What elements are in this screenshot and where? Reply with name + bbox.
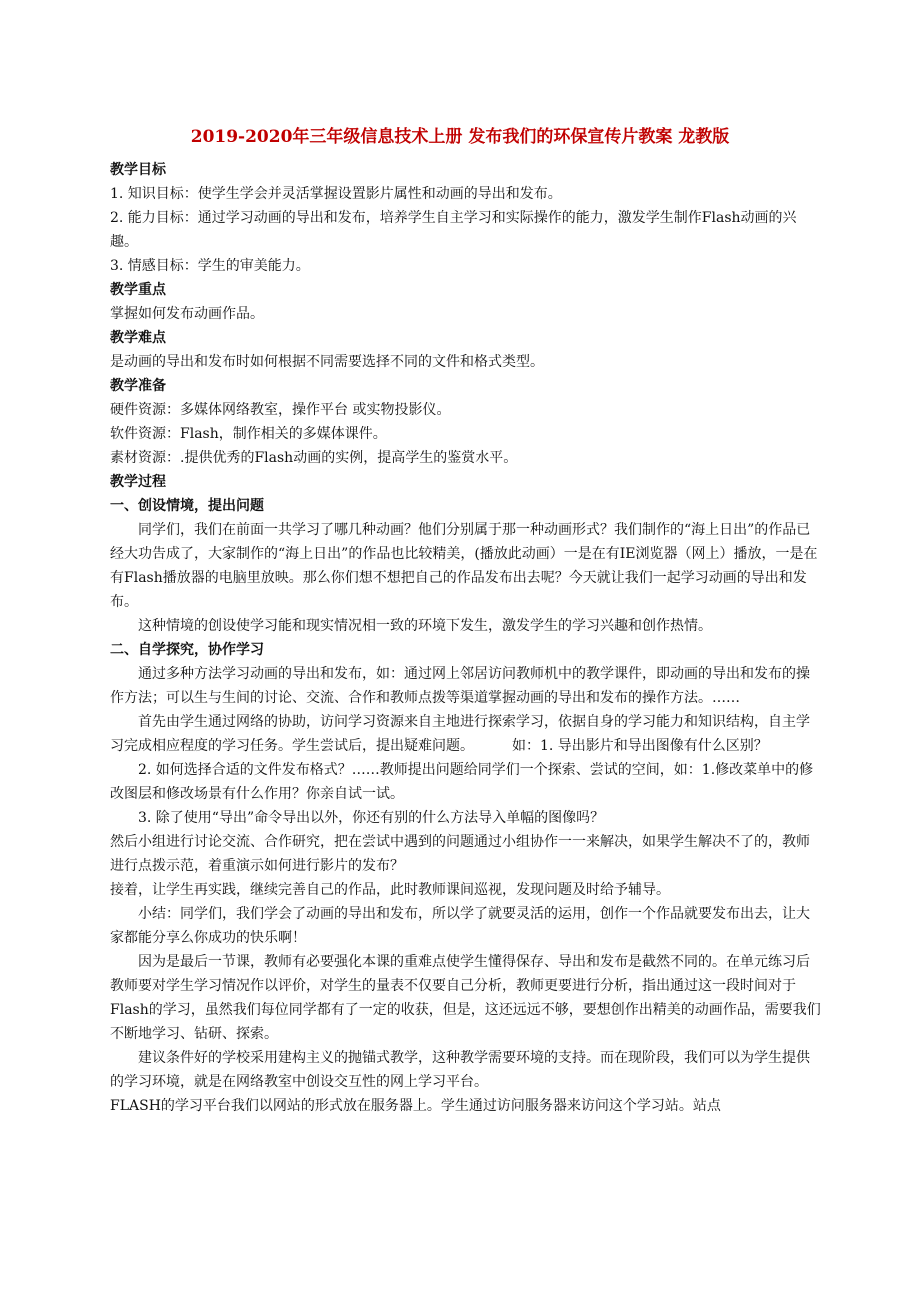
section2-paragraph-1: 通过多种方法学习动画的导出和发布，如：通过网上邻居访问教师机中的教学课件，即动画的导出和发布的操作方法；可以生与生间的讨论、交流、合作和教师点拨等渠道掌握动画的导出和发布的操作方法。…… [110,666,810,706]
section2-paragraph-2 [110,710,822,758]
section2-paragraph-10: FLASH的学习平台我们以网站的形式放在服务器上。学生通过访问服务器来访问这个学习站。站点 [110,1098,721,1114]
section2-paragraph-2b: 如：1. 导出影片和导出图像有什么区别？ [512,738,768,754]
section1-paragraph-1: 同学们，我们在前面一共学习了哪几种动画？他们分别属于那一种动画形式？我们制作的“海上日出”的作品已经大功告成了，大家制作的“海上日出”的作品也比较精美，(播放此动画）一是在有IE浏览器（网上）播放，一是在有Flash播放器的电脑里放映。那么你们想不想把自己的作品发布出去呢？今天就让我们一起学习动画的导出和发布。 [110,522,818,610]
section1-paragraph-2: 这种情境的创设使学习能和现实情况相一致的环境下发生，激发学生的学习兴趣和创作热情。 [138,618,712,634]
preparation-hardware: 硬件资源：多媒体网络教室，操作平台 或实物投影仪。 [110,402,451,418]
preparation-material: 素材资源：.提供优秀的Flash动画的实例，提高学生的鉴赏水平。 [110,450,518,466]
heading-difficulties: 教学难点 [110,330,166,346]
section2-heading: 二、自学探究，协作学习 [110,642,264,658]
heading-key-points: 教学重点 [110,282,166,298]
section2-paragraph-6: 接着，让学生再实践，继续完善自己的作品，此时教师课间巡视，发现问题及时给予辅导。 [110,882,670,898]
section2-paragraph-8: 因为是最后一节课，教师有必要强化本课的重难点使学生懂得保存、导出和发布是截然不同的。在单元练习后教师要对学生学习情况作以评价，对学生的量表不仅要自己分析，教师更要进行分析，指出通过这一段时间对于Flash的学习，虽然我们每位同学都有了一定的收获，但是，这还远远不够，要想创作出精美的动画作品，需要我们不断地学习、钻研、探索。 [110,954,821,1042]
preparation-software: 软件资源：Flash，制作相关的多媒体课件。 [110,426,387,442]
key-points-text: 掌握如何发布动画作品。 [110,306,264,322]
section2-paragraph-3: 2. 如何选择合适的文件发布格式？……教师提出问题给同学们一个探索、尝试的空间，如：1.修改菜单中的修改图层和修改场景有什么作用？你亲自试一试。 [110,762,814,802]
section2-paragraph-7: 小结：同学们，我们学会了动画的导出和发布，所以学了就要灵活的运用，创作一个作品就要发布出去，让大家都能分享么你成功的快乐啊！ [110,906,810,946]
heading-preparation: 教学准备 [110,378,166,394]
section2-paragraph-2a: 首先由学生通过网络的协助，访问学习资源来自主地进行探索学习，依据自身的学习能力和知识结构，自主学习完成相应程度的学习任务。学生尝试后，提出疑难问题。 [110,714,810,754]
section2-paragraph-9: 建议条件好的学校采用建构主义的抛锚式教学，这种教学需要环境的支持。而在现阶段，我们可以为学生提供的学习环境，就是在网络教室中创设交互性的网上学习平台。 [110,1050,810,1090]
difficulties-text: 是动画的导出和发布时如何根据不同需要选择不同的文件和格式类型。 [110,354,544,370]
section2-paragraph-4: 3. 除了使用“导出”命令导出以外，你还有别的什么方法导入单幅的图像吗？ [138,810,605,826]
section1-heading: 一、创设情境，提出问题 [110,498,264,514]
heading-process: 教学过程 [110,474,166,490]
objective-ability: 2. 能力目标：通过学习动画的导出和发布，培养学生自主学习和实际操作的能力，激发学生制作Flash动画的兴趣。 [110,210,797,250]
objective-knowledge: 1. 知识目标：使学生学会并灵活掌握设置影片属性和动画的导出和发布。 [110,186,562,202]
heading-objectives: 教学目标 [110,162,166,178]
objective-emotion: 3. 情感目标：学生的审美能力。 [110,258,310,274]
document-body [110,158,822,1118]
document-title: 2019-2020年三年级信息技术上册 发布我们的环保宣传片教案 龙教版 [190,127,730,147]
section2-paragraph-5: 然后小组进行讨论交流、合作研究，把在尝试中遇到的问题通过小组协作一一来解决，如果学生解决不了的，教师进行点拨示范，着重演示如何进行影片的发布？ [110,834,810,874]
